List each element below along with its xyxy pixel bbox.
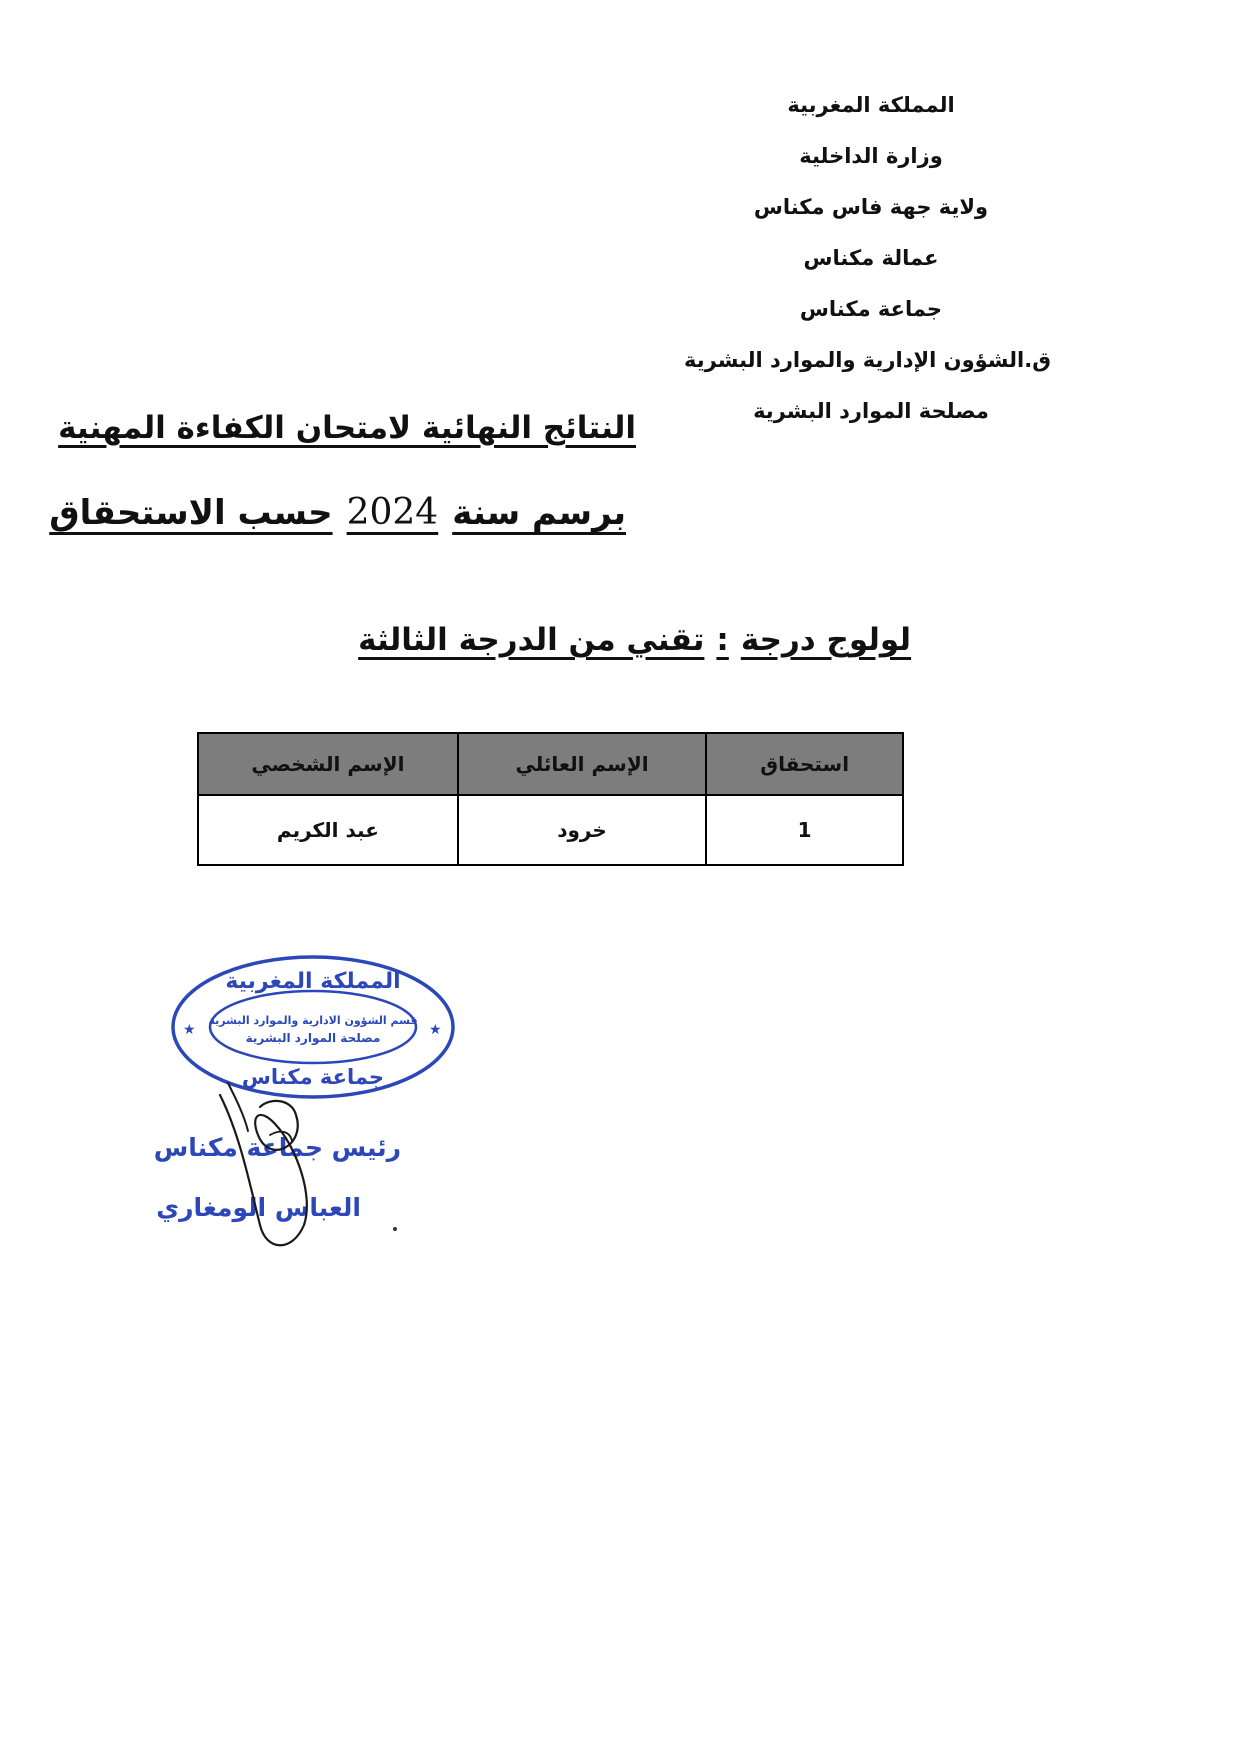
grade-separator: :	[716, 622, 729, 658]
letterhead-line-kingdom: المملكة المغربية	[787, 93, 955, 117]
stamp-text-top: المملكة المغربية	[225, 969, 401, 994]
grade-label: لولوج درجة	[740, 622, 911, 658]
letterhead-line-commune: جماعة مكناس	[799, 297, 943, 321]
ink-dot	[393, 1227, 397, 1231]
cell-family-name: خرود	[458, 795, 706, 865]
session-prefix: برسم سنة	[452, 493, 626, 533]
table-row	[198, 795, 903, 865]
column-header-family-name: الإسم العائلي	[458, 733, 706, 795]
document-title: النتائج النهائية لامتحان الكفاءة المهنية	[58, 410, 636, 446]
letterhead-line-service: مصلحة الموارد البشرية	[753, 399, 989, 423]
session-suffix: حسب الاستحقاق	[49, 493, 333, 533]
signatory-title: رئيس جماعة مكناس	[153, 1133, 401, 1162]
column-header-rank: استحقاق	[706, 733, 903, 795]
letterhead-line-ministry: وزارة الداخلية	[799, 144, 943, 168]
star-icon: ★	[429, 1022, 442, 1038]
grade-heading	[358, 622, 911, 658]
session-year: 2024	[346, 492, 439, 533]
stamp-text-inner-2: مصلحة الموارد البشرية	[245, 1031, 381, 1045]
letterhead-line-prefecture: عمالة مكناس	[803, 246, 939, 270]
letterhead	[684, 80, 1051, 437]
column-header-first-name: الإسم الشخصي	[198, 733, 458, 795]
results-table	[197, 732, 904, 866]
session-subtitle	[49, 492, 626, 533]
results-table-header-row	[198, 733, 903, 795]
grade-value: تقني من الدرجة الثالثة	[358, 622, 705, 658]
handwritten-signature	[200, 1075, 460, 1255]
signatory-name: العباس الومغاري	[156, 1193, 361, 1222]
star-icon: ★	[183, 1022, 196, 1038]
letterhead-line-wilaya: ولاية جهة فاس مكناس	[753, 195, 989, 219]
letterhead-line-division: ق.الشؤون الإدارية والموارد البشرية	[684, 348, 1051, 372]
cell-first-name: عبد الكريم	[198, 795, 458, 865]
stamp-text-inner-1: قسم الشؤون الادارية والموارد البشرية	[208, 1014, 418, 1027]
stamp-text-bottom: جماعة مكناس	[241, 1065, 385, 1089]
cell-rank: 1	[706, 795, 903, 865]
